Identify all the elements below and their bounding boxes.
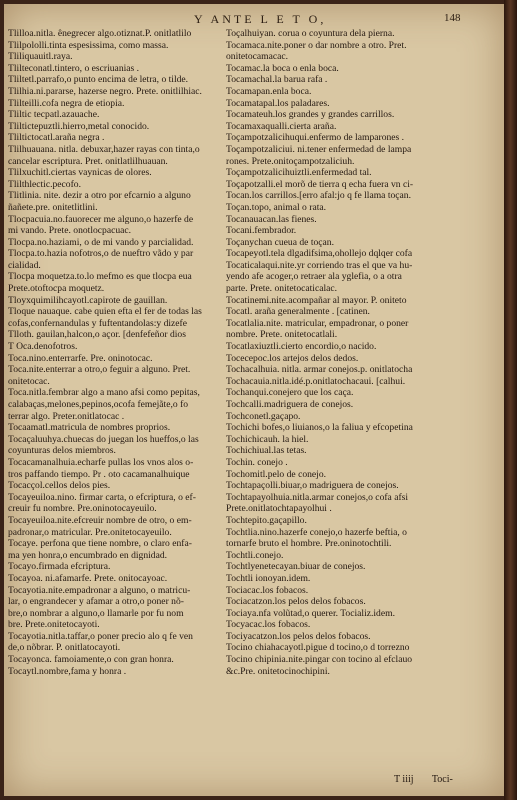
dictionary-entry: Tociyacatzon.los pelos delos fobacos. <box>226 630 371 642</box>
dictionary-entry: Tlitlinia. nite. dezir a otro por efcarnio a alguno ñañete.pre. onitetlitlini. <box>8 190 191 213</box>
dictionary-entry: Tlilthlectic.pecofo. <box>8 178 81 190</box>
dictionary-entry: Tochichiual.las tetas. <box>226 445 307 457</box>
dictionary-entry: Tochtlia.nino.hazerfe conejo,o hazerfe beftia, o tornarfe bruto el hombre. Pre.oninotochtili. <box>226 526 407 550</box>
dictionary-entry: Tochtepito.gaçapillo. <box>226 514 307 526</box>
dictionary-entry: Tocamapan.enla boca. <box>226 85 312 97</box>
dictionary-entry: Tochtli ionoyan.idem. <box>226 572 311 584</box>
dictionary-entry: Tocino chiahacayotl.pigue d tocino,o d torrezno <box>226 642 410 654</box>
dictionary-entry: Tocecepoc.los artejos delos dedos. <box>226 352 359 364</box>
dictionary-entry: Toçan.topo, animal o rata. <box>226 201 327 213</box>
dictionary-entry: Tocino chipinia.nite.pingar con tocino al efclauo &c.Pre. onitetocinochipini. <box>226 654 413 677</box>
dictionary-entry: Tocanauacan.las fienes. <box>226 213 317 225</box>
dictionary-entry: Tocayeuiloa.nino. firmar carta, o efcriptura, o ef- creuir fu nombre. Pre.oninotocayeuilo. <box>8 491 196 515</box>
dictionary-entry: Tliliquauitl.raya. <box>8 51 73 63</box>
dictionary-entry: Tlloth. gauilan,halcon,o açor. [denfefeñor dios <box>8 329 186 341</box>
dictionary-entry: Toçalhuiyan. corua o coyuntura dela pierna. <box>226 28 395 39</box>
dictionary-entry: Tocayotia.nitla.taffar,o poner precio alo q fe ven de,o nõbrar. P. onitlatocayoti. <box>8 630 193 654</box>
dictionary-entry: Tlocpa.no.haziami, o de mi vando y parcialidad. <box>8 236 194 248</box>
dictionary-entry: Tochichi bofes,o liuianos,o la faliua y efcopetina <box>226 422 413 434</box>
dictionary-entry: Tlilteconatl.tintero, o escriuanias . <box>8 62 140 74</box>
dictionary-entry: Tocatinemi.nite.acompañar al mayor. P. oniteto <box>226 294 407 306</box>
dictionary-entry: Tocayotia.nite.empadronar a alguno, o matricu- lar, o engrandecer y afamar a otro,o poner nõ- bre,o nombrar a alguno,o llamarle por fu nom bre. Prete.onitetocayoti. <box>8 584 191 631</box>
dictionary-entry: Tocacamanalhuia.echarfe pullas los vnos alos o- tros paffando tiempo. Pr . oto cacamanalhuique <box>8 456 194 480</box>
dictionary-entry: Tlilpololli.tinta espesissima, como massa. <box>8 39 169 51</box>
dictionary-entry: Tloyxquimilihcayotl.capirote de gauillan. <box>8 294 168 306</box>
dictionary-entry: Tocaçaluuhya.chuecas do juegan los hueffos,o las coyunturas delos miembros. <box>8 433 199 457</box>
catchword: Toci- <box>431 774 453 785</box>
dictionary-entry: Tocapeyotl.tela dlgadifsima,ohollejo dqlqer cofa <box>226 248 413 260</box>
dictionary-entry: Tocyacac.los fobacos. <box>226 619 311 631</box>
dictionary-entry: Tocamac.la boca o enla boca. <box>226 62 339 74</box>
dictionary-entry: Tloque nauaque. cabe quien efta el fer de todas las cofas,confernandulas y fuftentandolas:y dizefe <box>8 306 202 329</box>
signature-mark: T iiij <box>394 774 414 785</box>
dictionary-entry: Tocatlalia.nite. matricular, empadronar, o poner nombre. Prete. onitetocatlali. <box>226 317 409 341</box>
book-spine-edge <box>504 0 517 800</box>
dictionary-entry: Toçanychan cueua de toçan. <box>226 236 334 248</box>
dictionary-entry: Tocan.los carrillos.[erro afal:jo q fe llama toçan. <box>226 190 411 202</box>
dictionary-entry: Tocayeuiloa.nite.efcreuir nombre de otro, o em- padronar,o matricular. Pre.onitetocayeuilo. <box>8 514 192 538</box>
dictionary-entry: Tochcalli.madriguera de conejos. <box>226 399 354 410</box>
dictionary-entry: Tocayoa. ni.afamarfe. Prete. onitocayoac. <box>8 572 168 584</box>
dictionary-entry: Tocamatapal.los paladares. <box>226 97 330 109</box>
dictionary-entry: Tlocpa moquetza.to.lo mefmo es que tlocpa eua Prete.otoftocpa moquetz. <box>8 271 192 295</box>
left-column <box>8 28 243 677</box>
right-column <box>226 28 496 677</box>
dictionary-entry: Tliltic tecpatl.azauache. <box>8 109 100 121</box>
dictionary-entry: Tocatlaxiuztli.cierto encordio,o nacido. <box>226 341 377 353</box>
dictionary-entry: Tlilloa.nitla. ênegrecer algo.otiznat.P. onitlatlilo <box>8 28 192 39</box>
dictionary-entry: Tlocpacuia.no.fauorecer me alguno,o hazerfe de mi vando. Prete. onotlocpacuac. <box>8 213 194 237</box>
dictionary-entry: Tliltictocatl.araña negra . <box>8 132 105 144</box>
dictionary-entry: Tliltictepuztli.hierro,metal conocido. <box>8 120 150 132</box>
dictionary-entry: Toçapotzalli.el morõ de tierra q echa fuera vn ci- <box>226 178 414 190</box>
dictionary-entry: Tlilhuauana. nitla. debuxar,hazer rayas con tinta,o cancelar escriptura. Pret. onitlatlilhuauan. <box>8 143 200 167</box>
dictionary-entry: Tochtapayolhuia.nitla.armar conejos,o cofa afsi Prete.onitlatochtapayolhui . <box>226 491 409 515</box>
page-header <box>4 12 504 28</box>
dictionary-entry: Toca.nitla.fembrar algo a mano afsi como pepitas, calabaças,melones,pepinos,ocofa femejãte,o fo terrar algo. Preter.onitlatocac . <box>8 387 200 422</box>
dictionary-entry: Tlocpa.to.hazia nofotros,o de nueftro vãdo y par cialidad. <box>8 248 194 271</box>
dictionary-entry: Tochanqui.conejero que los caça. <box>226 387 354 399</box>
dictionary-entry: Tocaamatl.matricula de nombres proprios. <box>8 422 171 434</box>
running-head: Y ANTE L E T O, <box>194 12 327 26</box>
dictionary-entry: Tocamateuh.los grandes y grandes carrillos. <box>226 109 395 121</box>
dictionary-entry: Tocaye. perfona que tiene nombre, o claro enfa- ma yen honra,o encumbrado en dignidad. <box>8 538 192 561</box>
dictionary-entry: Tocacçol.cellos delos pies. <box>8 480 111 492</box>
dictionary-entry: Toçampotzaliciui. ni.tener enfermedad de lampa rones. Prete.onitoçampotzaliciuh. <box>226 143 412 167</box>
dictionary-entry: Tocamaca.nite.poner o dar nombre a otro. Pret. onitetocamacac. <box>226 39 407 63</box>
dictionary-entry: Tochin. conejo . <box>226 456 288 468</box>
dictionary-entry: Tocamaxaqualli.cierta araña. <box>226 120 337 132</box>
dictionary-entry: Toçampotzalicihuiztli.enfermedad tal. <box>226 167 372 179</box>
dictionary-entry: Tocaytl.nombre,fama y honra . <box>8 665 127 677</box>
dictionary-entry: Tliltetl.parrafo,o punto encima de letra, o tilde. <box>8 74 189 86</box>
dictionary-entry: Tlilxuchitl.ciertas vaynicas de olores. <box>8 167 152 179</box>
book-page <box>4 4 504 796</box>
dictionary-entry: Tociacac.los fobacos. <box>226 584 309 596</box>
dictionary-entry: Tocaticalaqui.nite.yr corriendo tras el que va hu- yendo afe acoger,o retraer ala yglefia, o a otra parte. Prete. onitetocaticalac. <box>226 259 413 295</box>
dictionary-entry: Tochichicauh. la hiel. <box>226 433 309 445</box>
dictionary-entry: Tocayonca. famoiamente,o con gran honra. <box>8 654 174 666</box>
dictionary-entry: Tocani.fembrador. <box>226 225 297 237</box>
dictionary-entry: T Oca.denofotros. <box>8 341 78 353</box>
dictionary-entry: Toca.nite.enterrar a otro,o feguir a alguno. Pret. onitetocac. <box>8 364 191 387</box>
dictionary-entry: Tociacatzon.los pelos delos fobacos. <box>226 596 366 608</box>
dictionary-entry: Tocayo.firmada efcriptura. <box>8 561 111 573</box>
dictionary-entry: Toçampotzalicihuqui.enfermo de lamparones . <box>226 132 405 144</box>
dictionary-entry: Tlilteilli.cofa negra de etiopia. <box>8 97 125 109</box>
dictionary-entry: Tochtli.conejo. <box>226 549 284 561</box>
dictionary-entry: Tocatl. araña generalmente . [catinen. <box>226 306 370 318</box>
dictionary-entry: Tochacauia.nitla.idé.p.onitlatochacaui. [calhui. <box>226 375 406 387</box>
page-number: 148 <box>444 12 461 24</box>
dictionary-entry: Tochacalhuia. nitla. armar conejos.p. onitlatocha <box>226 364 413 376</box>
dictionary-entry: Tociaya.nfa volũtad,o querer. Tocializ.idem. <box>226 607 395 619</box>
dictionary-entry: Tlilhia.ni.pararse, hazerse negro. Prete. onitlilhiac. <box>8 85 202 97</box>
dictionary-entry: Tocamachal.la barua rafa . <box>226 74 328 86</box>
dictionary-entry: Tochomitl.pelo de conejo. <box>226 468 327 480</box>
dictionary-entry: Tochtlyenetecayan.biuar de conejos. <box>226 561 366 573</box>
page-footer <box>394 774 469 785</box>
dictionary-entry: Toca.nino.enterrarfe. Pre. oninotocac. <box>8 352 153 364</box>
dictionary-entry: Tochtapaçolli.biuar,o madriguera de conejos. <box>226 480 399 492</box>
dictionary-entry: Tochconetl.gaçapo. <box>226 410 301 422</box>
